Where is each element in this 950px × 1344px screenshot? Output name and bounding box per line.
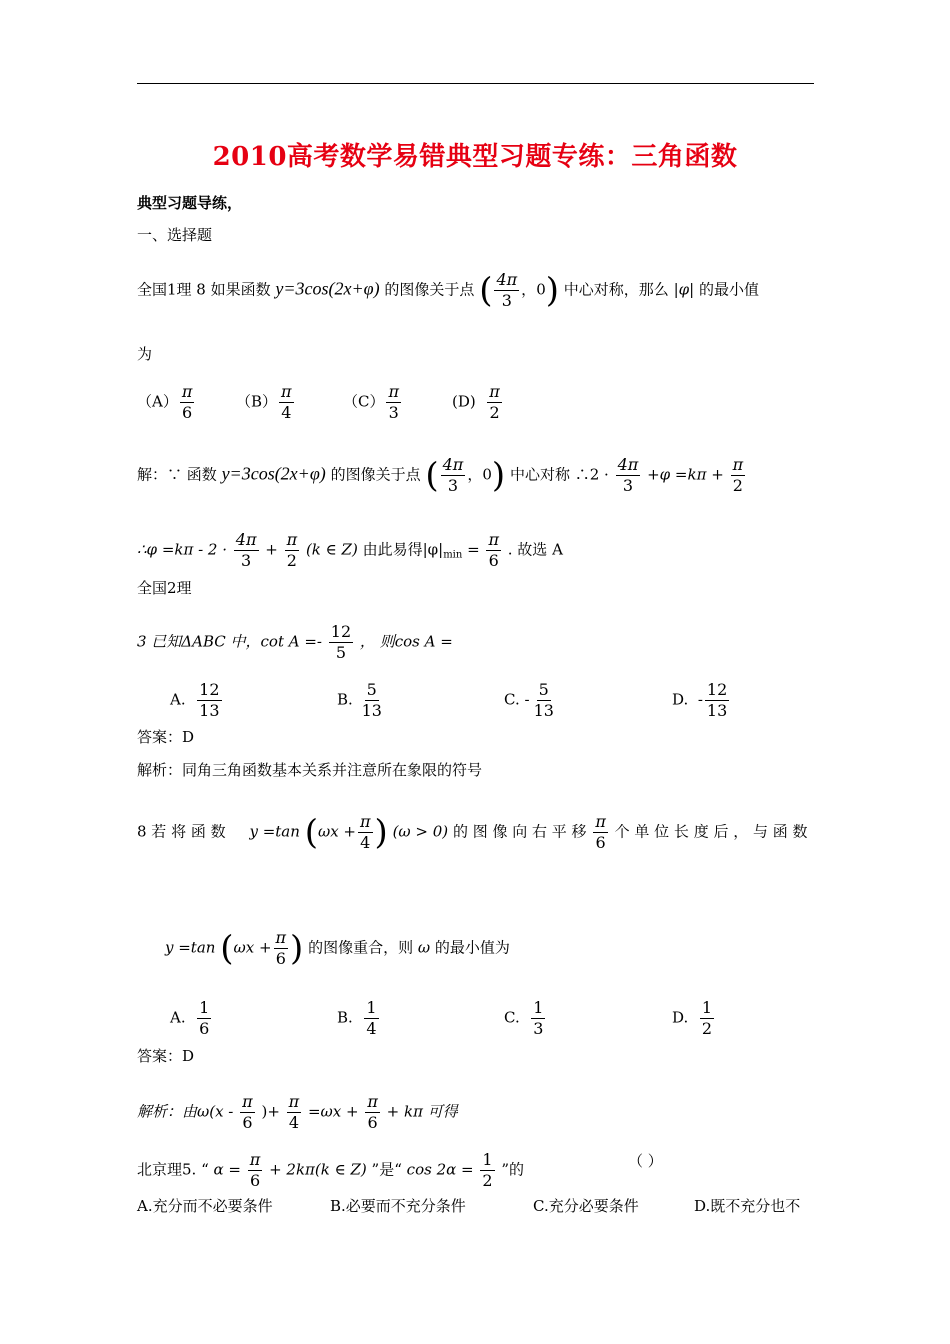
q1-prefix: 全国1理 8 如果函数 <box>137 280 271 299</box>
left-paren: ( <box>479 270 493 311</box>
q1-end: 的最小值 <box>698 280 759 299</box>
header-rule <box>137 83 814 84</box>
section-heading: 典型习题导练， <box>137 194 243 212</box>
q3-option-a: A. $\frac{1}{6}$ <box>170 998 210 1038</box>
q1-solution-2: ∴φ =kπ - 2 · $\frac{4\pi}{3}$ + $\frac{\pi}{2}$ (k ∈ Z) 由此易得$|\varphi|_{min}$ = $\frac{\pi}{6}$ . 故选 A <box>137 530 563 570</box>
right-paren: ) <box>545 270 559 311</box>
q4-option-a: A.充分而不必要条件 <box>137 1197 273 1215</box>
subsection-heading: 一、选择题 <box>137 226 213 244</box>
q2-option-c: C. - $\frac{5}{13}$ <box>504 680 554 720</box>
q3-option-c: C. $\frac{1}{3}$ <box>504 998 544 1038</box>
q1-func: y=3cos(2x+φ) <box>275 278 380 299</box>
q4-option-c: C.充分必要条件 <box>533 1197 639 1215</box>
q3-stem-2: y =tan (ωx + $\frac{\pi}{6}$ ) 的图像重合，则 ω 的最小值为 <box>165 928 510 969</box>
q1-option-b: （B） $\frac{\pi}{4}$ <box>236 382 292 422</box>
q2-source: 全国2理 <box>137 579 192 597</box>
q4-stem: 北京理5. “ α = $\frac{\pi}{6}$ + 2kπ(k ∈ Z) ”是“ cos 2α = $\frac{1}{2}$ ”的 <box>137 1150 525 1190</box>
q2-stem: 3 已知ΔABC 中，cot A =- $\frac{12}{5}$ ， 则cos A = <box>137 622 453 662</box>
q3-option-b: B. $\frac{1}{4}$ <box>337 998 377 1038</box>
q2-analysis: 解析：同角三角函数基本关系并注意所在象限的符号 <box>137 761 483 779</box>
q4-answer-blank: （ ） <box>628 1152 663 1170</box>
q2-option-a: A. $\frac{12}{13}$ <box>170 680 220 720</box>
q1-abs: |φ| <box>673 280 695 299</box>
q2-answer: 答案：D <box>137 728 195 746</box>
q1-wrap: 为 <box>137 345 153 363</box>
q1-option-c: （C） $\frac{\pi}{3}$ <box>343 382 399 422</box>
q3-analysis: 解析：由ω(x - $\frac{\pi}{6}$ )+ $\frac{\pi}{4}$ =ωx + $\frac{\pi}{6}$ + kπ 可得 <box>137 1092 458 1132</box>
q2-option-b: B. $\frac{5}{13}$ <box>337 680 382 720</box>
q1-solution-1: 解：∵ 函数 y=3cos(2x+φ) 的图像关于点 ( $\frac{4\pi}{3}$ ，0) 中心对称 ∴2 · $\frac{4\pi}{3}$ +φ =kπ + $\frac{\pi}{2}$ <box>137 455 744 496</box>
q1-mid: 的图像关于点 <box>384 280 475 299</box>
q3-stem-1: 8 若 将 函 数 y =tan (ωx + $\frac{\pi}{4}$ ) (ω > 0) 的 图 像 向 右 平 移 $\frac{\pi}{6}$ 个 单 位 长 度 后 ， 与 函 数 <box>137 812 808 853</box>
q4-option-d: D.既不充分也不 <box>694 1197 801 1215</box>
q1-point-y: 0 <box>536 280 546 299</box>
q1-option-a: （A） $\frac{\pi}{6}$ <box>137 382 193 422</box>
page-title: 2010高考数学易错典型习题专练：三角函数 <box>212 142 738 172</box>
q1-option-d: (D) $\frac{\pi}{2}$ <box>452 382 500 422</box>
q1-stem: 全国1理 8 如果函数 y=3cos(2x+φ) 的图像关于点 ( $\frac{4\pi}{3}$ ，0) 中心对称，那么 |φ| 的最小值 <box>137 270 759 311</box>
q1-after: 中心对称，那么 <box>563 280 669 299</box>
q4-option-b: B.必要而不充分条件 <box>330 1197 466 1215</box>
q2-option-d: D. - $\frac{12}{13}$ <box>672 680 728 720</box>
q3-answer: 答案：D <box>137 1047 195 1065</box>
q3-option-d: D. $\frac{1}{2}$ <box>672 998 712 1038</box>
q1-point-frac: $\frac{4\pi}{3}$ <box>496 270 518 310</box>
